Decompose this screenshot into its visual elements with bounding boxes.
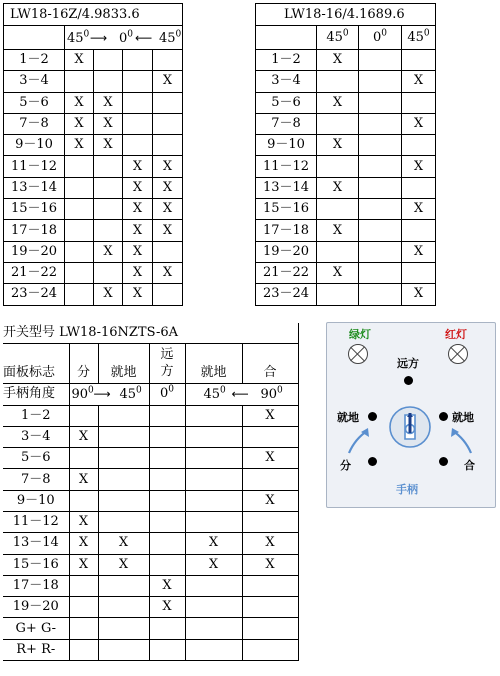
panel-mark-close: 合 <box>242 343 298 383</box>
remote-label: 远方 <box>397 357 419 370</box>
contact-cell <box>153 92 183 113</box>
contact-label: 15－16 <box>256 199 317 220</box>
contact-cell <box>98 405 149 426</box>
table-row <box>256 241 436 262</box>
contact-cell <box>123 50 153 71</box>
contact-cell <box>149 448 185 469</box>
contact-cell <box>402 177 436 198</box>
contact-cell: X <box>153 220 183 241</box>
contact-label: 19－20 <box>256 241 317 262</box>
switch-panel-diagram <box>326 322 496 508</box>
contact-cell <box>123 113 153 134</box>
contact-cell <box>94 156 123 177</box>
contact-cell <box>402 135 436 156</box>
contact-cell: X <box>185 533 242 554</box>
table-row <box>4 71 183 92</box>
contact-cell <box>94 199 123 220</box>
contact-cell: X <box>94 241 123 262</box>
table-row <box>256 113 436 134</box>
contact-cell <box>359 113 402 134</box>
model-row <box>3 323 298 343</box>
angle-row-right: $45^0$ ⟵ $90^0$ <box>185 383 298 405</box>
model-value: LW18-16NZTS-6A <box>59 324 179 340</box>
contact-cell: X <box>65 135 94 156</box>
contact-cell <box>185 448 242 469</box>
contact-cell <box>149 511 185 532</box>
contact-label: 21－22 <box>4 262 65 283</box>
contact-cell <box>98 597 149 618</box>
contact-cell <box>65 220 94 241</box>
table-b-angle-2: $0^0$ <box>359 26 402 50</box>
arrow-left-icon: ⟵ <box>135 31 153 45</box>
contact-label: 15－16 <box>4 199 65 220</box>
contact-cell: X <box>94 284 123 305</box>
contact-cell <box>317 156 359 177</box>
contact-cell <box>94 177 123 198</box>
contact-cell: X <box>65 92 94 113</box>
table-row <box>256 92 436 113</box>
table-row <box>4 50 183 71</box>
contact-label: 11－12 <box>256 156 317 177</box>
contact-cell: X <box>242 554 298 575</box>
contact-cell: X <box>123 284 153 305</box>
contact-cell <box>317 71 359 92</box>
table-row <box>4 156 183 177</box>
contact-cell: X <box>402 113 436 134</box>
table-row <box>256 177 436 198</box>
arrow-left-icon: ⟵ <box>231 386 249 401</box>
angle-mid: 0 <box>119 31 128 46</box>
table-row <box>256 284 436 305</box>
local-left-dot <box>368 412 377 421</box>
table-row <box>256 135 436 156</box>
contact-cell: X <box>185 554 242 575</box>
contact-label: R+ R- <box>3 639 69 660</box>
table-row <box>3 554 298 575</box>
open-dot <box>368 457 377 466</box>
contact-cell: X <box>153 177 183 198</box>
arrow-right-icon: ⟶ <box>93 386 111 401</box>
red-lamp-label: 红灯 <box>445 328 467 341</box>
contact-cell <box>359 241 402 262</box>
table-row <box>3 405 298 426</box>
switch-table-a <box>3 3 183 306</box>
contact-cell <box>242 597 298 618</box>
contact-cell <box>359 262 402 283</box>
contact-label: 3－4 <box>256 71 317 92</box>
table-row <box>3 639 298 660</box>
angle-row-left: $90^0$ ⟶ $45^0$ <box>69 383 149 405</box>
contact-label: 5－6 <box>256 92 317 113</box>
contact-cell: X <box>317 135 359 156</box>
contact-cell <box>65 262 94 283</box>
contact-label: 19－20 <box>4 241 65 262</box>
green-lamp-icon <box>348 344 368 364</box>
contact-cell: X <box>123 220 153 241</box>
contact-cell <box>242 575 298 596</box>
contact-cell: X <box>153 71 183 92</box>
angle-right: 45 <box>159 31 176 46</box>
contact-label: 17－18 <box>4 220 65 241</box>
table-row <box>256 156 436 177</box>
contact-cell <box>149 405 185 426</box>
table-row <box>4 135 183 156</box>
angle-label: 手柄角度 <box>3 383 69 405</box>
contact-cell: X <box>402 71 436 92</box>
contact-cell: X <box>153 262 183 283</box>
table-row <box>4 92 183 113</box>
contact-cell <box>69 405 98 426</box>
contact-cell <box>149 639 185 660</box>
contact-cell <box>359 199 402 220</box>
contact-cell <box>359 135 402 156</box>
contact-cell <box>185 575 242 596</box>
contact-label: 7－8 <box>4 113 65 134</box>
contact-label: 13－14 <box>3 533 69 554</box>
contact-cell: X <box>123 177 153 198</box>
contact-cell: X <box>69 554 98 575</box>
contact-label: 23－24 <box>256 284 317 305</box>
arrow-right-icon: ⟶ <box>90 31 108 45</box>
open-label: 分 <box>340 459 351 472</box>
contact-cell <box>402 220 436 241</box>
contact-cell <box>402 262 436 283</box>
contact-cell: X <box>94 92 123 113</box>
contact-label: 23－24 <box>4 284 65 305</box>
contact-label: 7－8 <box>256 113 317 134</box>
panel-mark-local-2: 就地 <box>185 343 242 383</box>
table-row <box>3 533 298 554</box>
table-row <box>256 199 436 220</box>
contact-cell <box>153 284 183 305</box>
contact-cell <box>185 511 242 532</box>
contact-label: 7－8 <box>3 469 69 490</box>
contact-cell: X <box>94 135 123 156</box>
contact-label: 3－4 <box>3 426 69 447</box>
contact-cell <box>94 71 123 92</box>
contact-cell <box>65 71 94 92</box>
contact-cell <box>185 490 242 511</box>
angle-center: $0^0$ <box>149 383 185 405</box>
contact-label: 1－2 <box>3 405 69 426</box>
contact-cell <box>242 511 298 532</box>
contact-cell <box>402 92 436 113</box>
contact-cell <box>69 575 98 596</box>
remote-dot <box>404 376 413 385</box>
green-lamp-label: 绿灯 <box>349 328 371 341</box>
close-dot <box>439 457 448 466</box>
contact-cell: X <box>123 241 153 262</box>
contact-label: 1－2 <box>4 50 65 71</box>
contact-cell <box>69 618 98 639</box>
contact-label: 9－10 <box>3 490 69 511</box>
contact-cell <box>94 220 123 241</box>
contact-cell <box>149 490 185 511</box>
contact-cell <box>317 241 359 262</box>
table-row <box>4 220 183 241</box>
contact-cell: X <box>242 490 298 511</box>
contact-cell: X <box>402 284 436 305</box>
contact-cell: X <box>402 241 436 262</box>
contact-cell <box>242 639 298 660</box>
contact-label: 5－6 <box>3 448 69 469</box>
contact-cell <box>65 284 94 305</box>
local-right-label: 就地 <box>452 411 474 424</box>
table-row <box>256 220 436 241</box>
contact-cell <box>65 199 94 220</box>
contact-cell: X <box>123 199 153 220</box>
contact-cell: X <box>242 533 298 554</box>
contact-cell <box>185 639 242 660</box>
contact-cell: X <box>317 92 359 113</box>
table-row <box>256 262 436 283</box>
contact-cell <box>65 177 94 198</box>
contact-cell: X <box>149 597 185 618</box>
table-row <box>256 50 436 71</box>
contact-cell: X <box>149 575 185 596</box>
contact-label: 9－10 <box>256 135 317 156</box>
contact-cell <box>149 618 185 639</box>
contact-cell: X <box>69 426 98 447</box>
contact-cell <box>242 618 298 639</box>
contact-cell: X <box>402 199 436 220</box>
table-row <box>4 177 183 198</box>
table-row <box>4 284 183 305</box>
contact-label: 17－18 <box>3 575 69 596</box>
contact-cell <box>65 156 94 177</box>
contact-cell <box>94 50 123 71</box>
contact-label: 11－12 <box>4 156 65 177</box>
table-row <box>3 575 298 596</box>
contact-cell <box>317 284 359 305</box>
contact-cell: X <box>123 262 153 283</box>
contact-cell: X <box>153 199 183 220</box>
contact-cell <box>359 177 402 198</box>
table-row <box>256 71 436 92</box>
panel-label: 面板标志 <box>3 343 69 383</box>
switch-table-c <box>3 323 299 661</box>
contact-cell <box>69 597 98 618</box>
contact-label: 17－18 <box>256 220 317 241</box>
contact-cell <box>123 92 153 113</box>
contact-cell: X <box>65 113 94 134</box>
contact-label: 3－4 <box>4 71 65 92</box>
contact-cell: X <box>317 177 359 198</box>
table-row <box>3 469 298 490</box>
contact-cell <box>185 597 242 618</box>
table-b-angle-1: $45^0$ <box>317 26 359 50</box>
contact-cell: X <box>317 50 359 71</box>
table-row <box>3 448 298 469</box>
table-row <box>3 490 298 511</box>
table-b-angle-3: $45^0$ <box>402 26 436 50</box>
contact-cell <box>153 135 183 156</box>
contact-cell <box>149 554 185 575</box>
contact-cell: X <box>242 405 298 426</box>
contact-cell <box>153 113 183 134</box>
model-label: 开关型号 <box>3 324 56 340</box>
panel-mark-local-1: 就地 <box>98 343 149 383</box>
contact-label: 19－20 <box>3 597 69 618</box>
contact-cell <box>359 92 402 113</box>
contact-cell <box>98 426 149 447</box>
contact-label: 9－10 <box>4 135 65 156</box>
contact-cell <box>153 241 183 262</box>
contact-cell <box>359 156 402 177</box>
curved-arrow-right-icon <box>447 425 475 455</box>
contact-cell: X <box>402 156 436 177</box>
table-row <box>4 262 183 283</box>
contact-label: 21－22 <box>256 262 317 283</box>
contact-cell: X <box>69 469 98 490</box>
contact-label: G+ G- <box>3 618 69 639</box>
contact-label: 5－6 <box>4 92 65 113</box>
contact-label: 11－12 <box>3 511 69 532</box>
contact-label: 13－14 <box>256 177 317 198</box>
contact-cell <box>185 426 242 447</box>
contact-cell <box>149 426 185 447</box>
contact-cell <box>98 618 149 639</box>
contact-cell <box>98 448 149 469</box>
contact-label: 15－16 <box>3 554 69 575</box>
contact-cell: X <box>98 554 149 575</box>
switch-table-b <box>255 3 436 306</box>
contact-cell <box>317 113 359 134</box>
contact-cell <box>359 50 402 71</box>
contact-cell: X <box>317 262 359 283</box>
contact-cell <box>402 50 436 71</box>
handle-knob-icon <box>382 399 438 455</box>
contact-cell <box>185 618 242 639</box>
contact-cell: X <box>69 511 98 532</box>
contact-cell <box>65 241 94 262</box>
contact-cell <box>185 469 242 490</box>
contact-cell <box>185 405 242 426</box>
red-lamp-icon <box>448 344 468 364</box>
contact-cell <box>98 575 149 596</box>
contact-label: 13－14 <box>4 177 65 198</box>
contact-cell <box>359 220 402 241</box>
contact-cell <box>359 71 402 92</box>
contact-label: 1－2 <box>256 50 317 71</box>
contact-cell <box>317 199 359 220</box>
panel-mark-remote: 远方 <box>149 343 185 383</box>
contact-cell: X <box>153 156 183 177</box>
contact-cell <box>359 284 402 305</box>
contact-cell <box>242 426 298 447</box>
contact-cell <box>153 50 183 71</box>
table-b-title: LW18-16/4.1689.6 <box>256 4 436 26</box>
table-row <box>3 618 298 639</box>
table-a-title: LW18-16Z/4.9833.6 <box>4 4 183 26</box>
contact-cell: X <box>242 448 298 469</box>
table-row <box>3 511 298 532</box>
contact-cell <box>94 262 123 283</box>
contact-cell <box>242 469 298 490</box>
table-row <box>4 199 183 220</box>
close-label: 合 <box>464 459 475 472</box>
table-row <box>3 426 298 447</box>
local-right-dot <box>439 412 448 421</box>
contact-cell <box>98 639 149 660</box>
contact-cell: X <box>94 113 123 134</box>
contact-cell: X <box>69 533 98 554</box>
table-row <box>4 113 183 134</box>
contact-cell: X <box>123 156 153 177</box>
contact-cell <box>69 639 98 660</box>
contact-cell: X <box>65 50 94 71</box>
contact-cell <box>98 511 149 532</box>
contact-cell: X <box>98 533 149 554</box>
panel-mark-open: 分 <box>69 343 98 383</box>
contact-cell <box>149 469 185 490</box>
contact-cell <box>98 490 149 511</box>
angle-left: 45 <box>67 31 84 46</box>
contact-cell: X <box>317 220 359 241</box>
curved-arrow-left-icon <box>345 425 373 455</box>
contact-cell <box>123 135 153 156</box>
local-left-label: 就地 <box>337 411 359 424</box>
table-row <box>3 597 298 618</box>
table-a-angle-header: $45^0$ ⟶ $0^0$ ⟵ $45^0$ <box>65 26 183 50</box>
contact-cell <box>69 448 98 469</box>
contact-cell <box>98 469 149 490</box>
handle-label: 手柄 <box>396 483 418 496</box>
table-row <box>4 241 183 262</box>
contact-cell <box>123 71 153 92</box>
contact-cell <box>149 533 185 554</box>
contact-cell <box>69 490 98 511</box>
